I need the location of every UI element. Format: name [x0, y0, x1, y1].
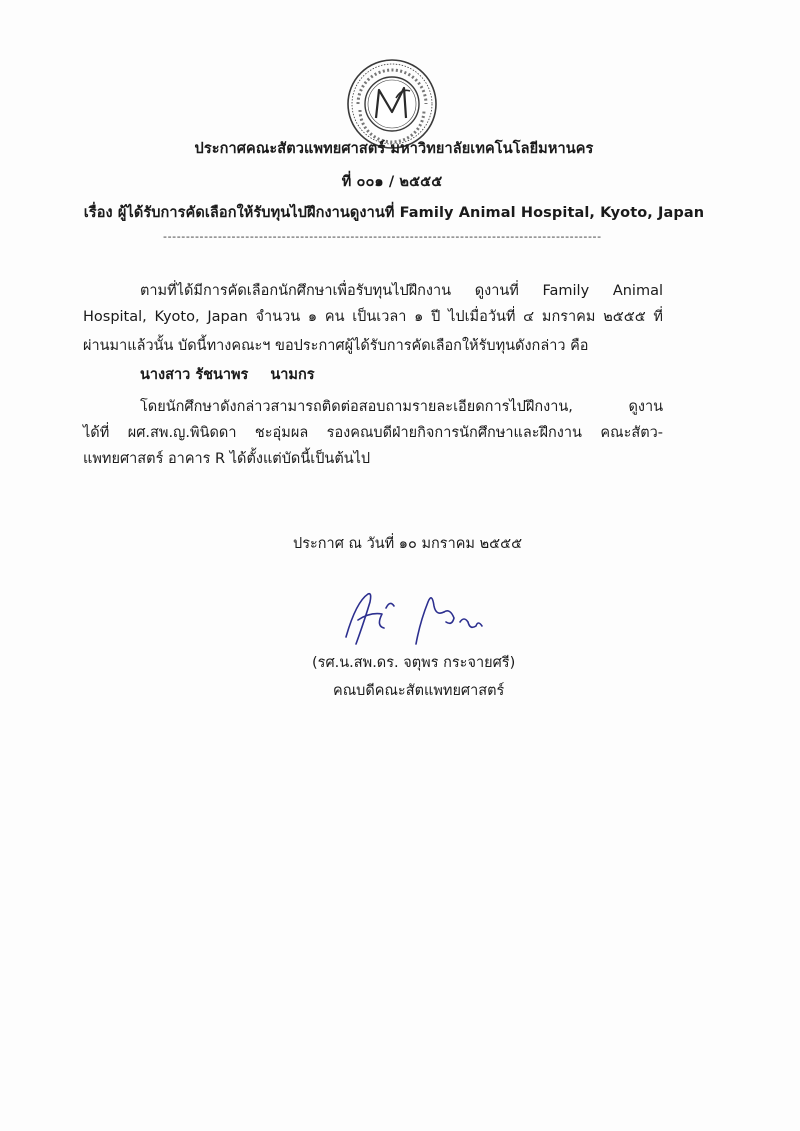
signer-name: (รศ.น.สพ.ดร. จตุพร กระจายศรี): [312, 655, 516, 671]
announcement-number: ที่ ๐๐๑ / ๒๕๕๕: [341, 174, 443, 190]
paragraph-1-line-1: ตามที่ได้มีการคัดเลือกนักศึกษาเพื่อรับทุนไปฝึกงาน ดูงานที่ Family Animal: [140, 283, 663, 299]
recipient-surname: นามกร: [270, 367, 315, 383]
announcement-date: ประกาศ ณ วันที่ ๑๐ มกราคม ๒๕๕๕: [293, 536, 523, 552]
paragraph-1-line-3: ผ่านมาแล้วนั้น บัดนี้ทางคณะฯ ขอประกาศผู้ได้รับการคัดเลือกให้รับทุนดังกล่าว คือ: [83, 338, 589, 354]
paragraph-1-line-2: Hospital, Kyoto, Japan จำนวน ๑ คน เป็นเวลา ๑ ปี ไปเมื่อวันที่ ๔ มกราคม ๒๕๕๕ ที่: [83, 309, 663, 325]
signer-position: คณบดีคณะสัตแพทยศาสตร์: [333, 683, 505, 699]
announcement-title: ประกาศคณะสัตวแพทยศาสตร์ มหาวิทยาลัยเทคโนโลยีมหานคร: [194, 141, 594, 157]
handwritten-signature: [336, 582, 506, 652]
paragraph-2-line-2: ได้ที่ ผศ.สพ.ญ.พินิดดา ชะอุ่มผล รองคณบดีฝ่ายกิจการนักศึกษาและฝึกงาน คณะสัตว-: [83, 425, 663, 441]
paragraph-2-line-3: แพทยศาสตร์ อาคาร R ได้ตั้งแต่บัดนี้เป็นต้นไป: [83, 451, 371, 467]
recipient-name: นางสาว รัชนาพร: [140, 367, 249, 383]
recipient-name-line: [140, 363, 315, 386]
paragraph-2-line-1: โดยนักศึกษาดังกล่าวสามารถติดต่อสอบถามรายละเอียดการไปฝึกงาน, ดูงาน: [140, 399, 663, 415]
announcement-subject: เรื่อง ผู้ได้รับการคัดเลือกให้รับทุนไปฝึกงานดูงานที่ Family Animal Hospital, Kyoto, Japan: [83, 205, 705, 221]
divider-line: ------------------------------------------------------------------------------------------------: [163, 230, 602, 243]
